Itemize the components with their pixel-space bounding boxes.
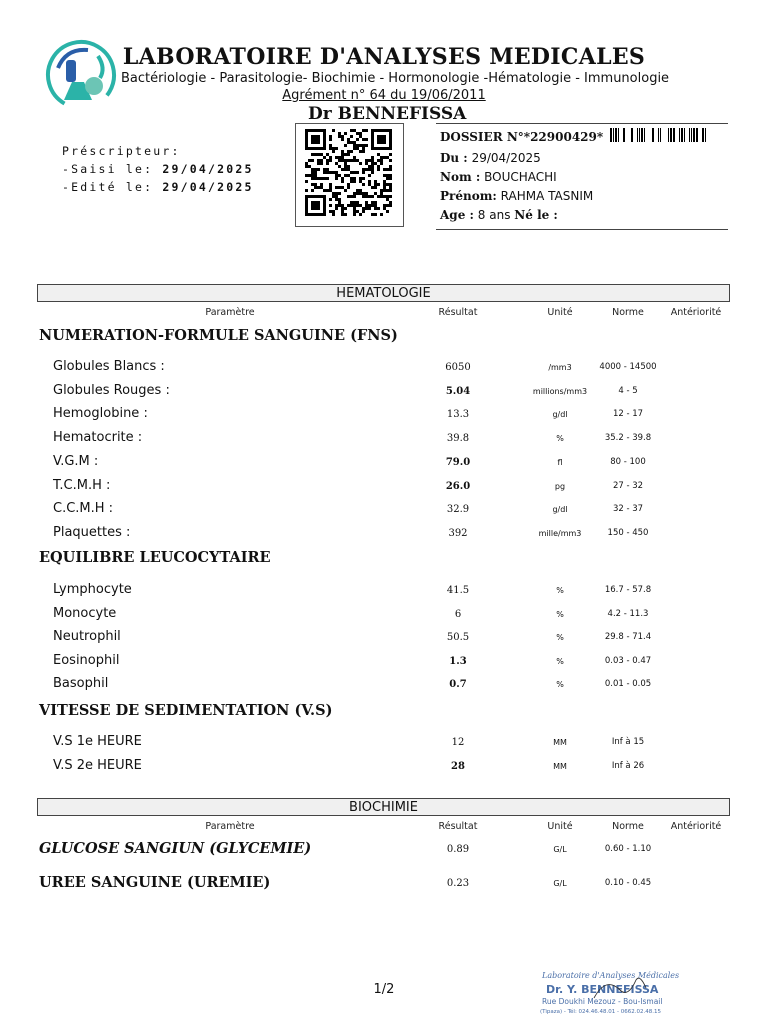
hema-col-anteriorite: Antériorité — [670, 307, 722, 318]
lab-agrement — [0, 88, 768, 103]
stamp-line-3: Rue Doukhi Mezouz - Bou-Ismail — [542, 997, 663, 1006]
table-row-unit: g/dl — [552, 410, 568, 419]
table-row-unit: fl — [557, 458, 563, 467]
table-row-result: 28 — [451, 761, 465, 772]
saisi-label: -Saisi le: — [62, 162, 154, 176]
table-row-norm: 29.8 - 71.4 — [604, 632, 652, 642]
agrement-text: Agrément n° 64 du 19/06/2011 — [282, 88, 486, 103]
table-row-result: 6050 — [445, 362, 471, 373]
table-row-param-name: V.S 2e HEURE — [53, 758, 142, 773]
table-row-unit: % — [556, 610, 564, 619]
table-row-result: 13.3 — [446, 409, 470, 420]
table-row-unit: /mm3 — [548, 363, 572, 372]
bio-norm: 0.10 - 0.45 — [604, 878, 652, 888]
table-row-param-name: T.C.M.H : — [53, 478, 111, 493]
bio-norm: 0.60 - 1.10 — [604, 844, 652, 854]
table-row-norm: 32 - 37 — [612, 504, 644, 514]
table-row-norm: 0.03 - 0.47 — [604, 656, 652, 666]
bio-test-name: UREE SANGUINE (UREMIE) — [39, 874, 271, 891]
lab-title: LABORATOIRE D'ANALYSES MEDICALES — [122, 44, 646, 70]
table-row-result: 392 — [448, 528, 468, 539]
table-row-result: 41.5 — [446, 585, 470, 596]
hema-col-resultat: Résultat — [438, 307, 478, 318]
table-row-param-name: Hemoglobine : — [53, 406, 148, 421]
table-row-norm: 4.2 - 11.3 — [607, 609, 649, 619]
date-line — [440, 151, 541, 165]
table-row-unit: MM — [553, 738, 567, 747]
prescripteur-label: Préscripteur: — [62, 144, 181, 158]
edite-line — [62, 178, 254, 196]
edite-date: 29/04/2025 — [162, 180, 254, 194]
age-line — [440, 208, 558, 222]
table-row-param-name: V.G.M : — [53, 454, 99, 469]
table-row-norm: 27 - 32 — [612, 481, 644, 491]
table-row-param-name: Lymphocyte — [53, 582, 132, 597]
section-biochimie: BIOCHIMIE — [37, 798, 730, 816]
table-row-result: 5.04 — [445, 386, 471, 397]
table-row-result: 1.3 — [449, 656, 467, 667]
table-row-result: 79.0 — [445, 457, 471, 468]
bio-col-norme: Norme — [612, 821, 644, 832]
age-value: 8 ans — [477, 208, 511, 222]
patient-info — [436, 123, 728, 230]
table-row-norm: 150 - 450 — [607, 528, 649, 538]
nom-label: Nom : — [440, 170, 481, 184]
group-title: NUMERATION-FORMULE SANGUINE (FNS) — [39, 327, 398, 344]
lab-stamp — [536, 968, 684, 1020]
table-row-norm: Inf à 15 — [611, 737, 645, 747]
ne-le-label: Né le : — [514, 208, 558, 222]
table-row-norm: 16.7 - 57.8 — [604, 585, 652, 595]
table-row-param-name: V.S 1e HEURE — [53, 734, 142, 749]
table-row-unit: % — [556, 586, 564, 595]
table-row-result: 26.0 — [445, 481, 471, 492]
bio-result: 0.23 — [446, 878, 470, 889]
prescripteur-block — [62, 142, 254, 196]
table-row-result: 0.7 — [449, 679, 467, 690]
table-row-param-name: Monocyte — [53, 606, 117, 621]
section-hematologie: HEMATOLOGIE — [37, 284, 730, 302]
barcode-icon — [602, 128, 706, 142]
nom-value: BOUCHACHI — [484, 170, 557, 184]
table-row-param-name: Globules Blancs : — [53, 359, 165, 374]
saisi-date: 29/04/2025 — [162, 162, 254, 176]
group-title: VITESSE DE SEDIMENTATION (V.S) — [39, 702, 333, 719]
table-row-unit: pg — [554, 482, 566, 491]
bio-test-name: GLUCOSE SANGIUN (GLYCEMIE) — [39, 840, 312, 857]
prenom-value: RAHMA TASNIM — [500, 189, 594, 203]
table-row-unit: % — [556, 657, 564, 666]
hema-col-unite: Unité — [547, 307, 573, 318]
table-row-result: 32.9 — [446, 504, 470, 515]
table-row-param-name: Hematocrite : — [53, 430, 143, 445]
bio-col-parametre: Paramètre — [205, 821, 255, 832]
table-row-unit: mille/mm3 — [538, 529, 582, 538]
hema-col-parametre: Paramètre — [205, 307, 255, 318]
group-title: EQUILIBRE LEUCOCYTAIRE — [39, 549, 271, 566]
table-row-param-name: Neutrophil — [53, 629, 121, 644]
dossier-number: DOSSIER N°*22900429* — [440, 130, 604, 144]
table-row-result: 12 — [451, 737, 465, 748]
edite-label: -Edité le: — [62, 180, 154, 194]
bio-col-resultat: Résultat — [438, 821, 478, 832]
nom-line — [440, 170, 557, 184]
table-row-unit: millions/mm3 — [532, 387, 588, 396]
du-value: 29/04/2025 — [471, 151, 541, 165]
table-row-unit: % — [556, 633, 564, 642]
prenom-label: Prénom: — [440, 189, 497, 203]
table-row-result: 39.8 — [446, 433, 470, 444]
table-row-unit: % — [556, 680, 564, 689]
bio-unit: G/L — [553, 845, 567, 854]
table-row-norm: 4 - 5 — [618, 386, 638, 396]
bio-col-unite: Unité — [547, 821, 573, 832]
table-row-norm: 12 - 17 — [612, 409, 644, 419]
table-row-norm: 35.2 - 39.8 — [604, 433, 652, 443]
page-number: 1/2 — [373, 982, 395, 997]
stamp-line-1: Laboratoire d'Analyses Médicales — [542, 971, 680, 980]
bio-col-anteriorite: Antériorité — [670, 821, 722, 832]
saisi-line — [62, 160, 254, 178]
stamp-line-4: (Tipaza) - Tél: 024.46.48.01 - 0662.02.48.15 — [540, 1009, 662, 1015]
age-label: Age : — [440, 208, 474, 222]
table-row-param-name: C.C.M.H : — [53, 501, 114, 516]
table-row-result: 50.5 — [446, 632, 470, 643]
table-row-norm: 80 - 100 — [610, 457, 646, 467]
table-row-result: 6 — [454, 609, 462, 620]
lab-specialties: Bactériologie - Parasitologie- Biochimie - Hormonologie -Hématologie - Immunologie — [120, 71, 670, 86]
table-row-norm: Inf à 26 — [611, 761, 645, 771]
table-row-unit: MM — [553, 762, 567, 771]
qr-code-icon — [296, 124, 403, 226]
table-row-param-name: Plaquettes : — [53, 525, 131, 540]
table-row-param-name: Globules Rouges : — [53, 383, 170, 398]
table-row-param-name: Basophil — [53, 676, 109, 691]
table-row-unit: % — [556, 434, 564, 443]
hema-col-norme: Norme — [612, 307, 644, 318]
table-row-unit: g/dl — [552, 505, 568, 514]
qr-code — [295, 123, 404, 227]
du-label: Du : — [440, 151, 468, 165]
stamp-line-2: Dr. Y. BENNEFISSA — [546, 983, 659, 996]
bio-result: 0.89 — [446, 844, 470, 855]
prenom-line — [440, 189, 593, 203]
doctor-name: Dr BENNEFISSA — [308, 104, 467, 124]
table-row-param-name: Eosinophil — [53, 653, 120, 668]
table-row-norm: 0.01 - 0.05 — [604, 679, 652, 689]
bio-unit: G/L — [553, 879, 567, 888]
table-row-norm: 4000 - 14500 — [599, 362, 657, 372]
